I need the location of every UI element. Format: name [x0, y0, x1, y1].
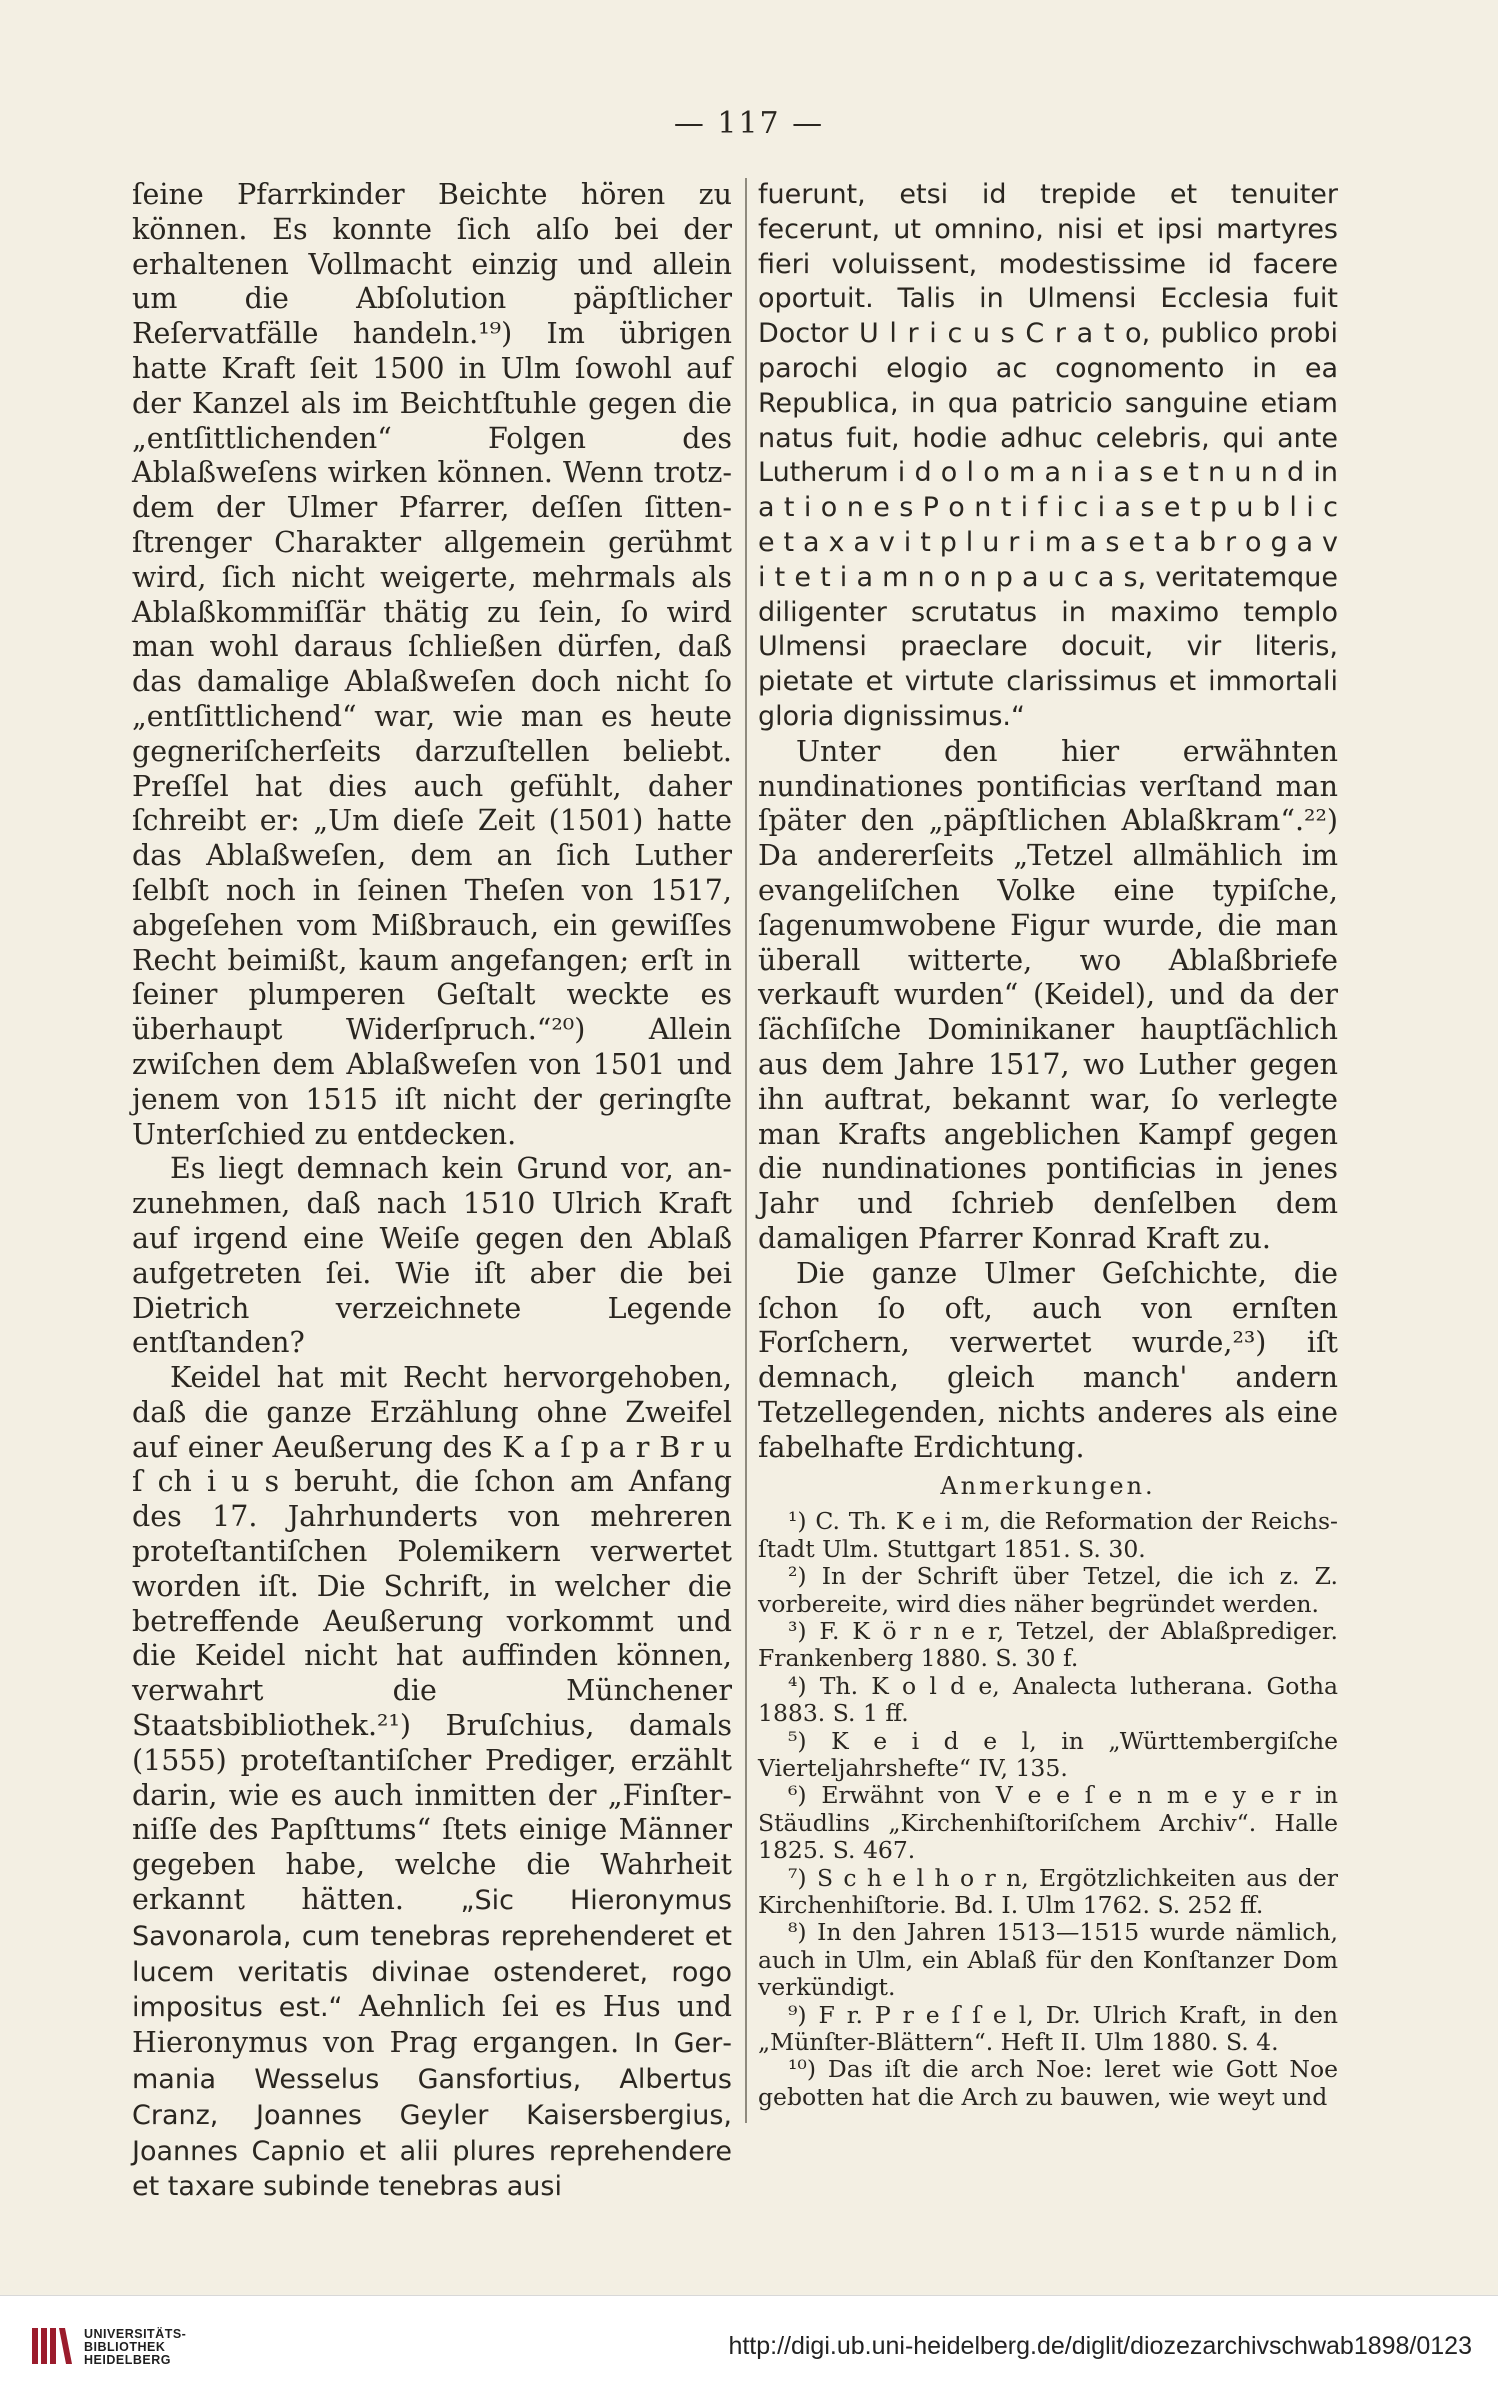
footnote: ⁶) Erwähnt von V e e ſ e n m e y e r in Stäudlins „Kirchenhiſtoriſchem Archiv“. Halle 1825. S. 467.: [758, 1781, 1338, 1865]
paragraph-text: Keidel hat mit Recht hervorgehoben, daß die ganze Erzählung ohne Zweifel auf einer Aeußerung des K a ſ p a r B r u ſ ch i u s beruht, die ſchon am Anfang des 17. Jahrhunderts von mehreren proteſtantiſchen Polemikern verwertet worden iſt. Die Schrift, in welcher die betreffende Aeußerung vorkommt und die Keidel nicht hat auffinden können, verwahrt die Münchener Staatsbibliothek.²¹) Bruſchius, damals (1555) proteſtantiſcher Prediger, erzählt darin, wie es auch inmitten der „Finſterniſſe des Papſttums“ ſtets einige Männer gegeben habe, welche die Wahrheit erkannt hätten.: [132, 1361, 732, 1917]
library-name-line: BIBLIOTHEK: [84, 2340, 166, 2354]
source-url-link[interactable]: http://digi.ub.uni-heidelberg.de/diglit/diozezarchivschwab1898/0123: [728, 2332, 1472, 2360]
column-divider: [745, 178, 747, 2123]
university-library-logo-icon: [30, 2324, 74, 2368]
paragraph: Unter den hier erwähnten nundinationes pontificias verſtand man ſpäter den „päpſtlichen Ablaßkram“.²²) Da andererſeits „Tetzel allmählich im evangeliſchen Volke eine typiſche, ſagenumwobene Figur wurde, die man überall witterte, wo Ablaßbriefe verkauft wurden“ (Keidel), und da der ſächſiſche Dominikaner hauptſächlich aus dem Jahre 1517, wo Luther gegen ihn auftrat, bekannt war, ſo verlegte man Krafts angeblichen Kampf gegen die nundinationes pontificias in jenes Jahr und ſchrieb denſelben dem damaligen Pfarrer Konrad Kraft zu.: [758, 734, 1338, 1255]
latin-quote: „Sic Hieronymus Savonarola, cum tenebras reprehenderet et lucem veritatis divinae ostenderet, rogo impositus est.“: [132, 1885, 733, 2024]
library-name-line: HEIDELBERG: [84, 2353, 171, 2367]
footnote: ²) In der Schrift über Tetzel, die ich z. Z. vorbereite, wird dies näher begründet werden.: [758, 1562, 1338, 1618]
library-footer: [0, 2295, 1498, 2401]
paragraph-text: Aehnlich ſei es Hus und Hieronymus von Prag ergangen.: [132, 1990, 732, 2060]
footnote: ³) F. K ö r n e r, Tetzel, der Ablaßprediger. Frankenberg 1880. S. 30 f.: [758, 1616, 1338, 1673]
right-column: [758, 178, 1338, 2111]
footnote: ⁸) In den Jahren 1513—1515 wurde nämlich, auch in Ulm, ein Ablaß für den Konſtanzer Dom verkündigt.: [758, 1918, 1338, 2002]
footnote: ⁹) F r. P r e ſ ſ e l, Dr. Ulrich Kraft, in den „Münſter-Blättern“. Heft II. Ulm 1880. S. 4.: [758, 2000, 1338, 2056]
footnote: ¹⁰) Das iſt die arch Noe: leret wie Gott Noe gebotten hat die Arch zu bauwen, wie weyt und: [758, 2055, 1338, 2111]
page-number: — 117 —: [673, 106, 825, 141]
footnote: ⁵) K e i d e l, in „Württembergiſche Vierteljahrshefte“ IV, 135.: [758, 1726, 1338, 1782]
footnote: ¹) C. Th. K e i m, die Reformation der Reichsſtadt Ulm. Stuttgart 1851. S. 30.: [758, 1507, 1338, 1563]
paragraph: Es liegt demnach kein Grund vor, anzunehmen, daß nach 1510 Ulrich Kraft auf irgend eine Weiſe gegen den Ablaß aufgetreten ſei. Wie iſt aber die bei Dietrich verzeichnete Legende entſtanden?: [132, 1152, 732, 1360]
library-name-line: UNIVERSITÄTS-: [84, 2327, 187, 2341]
paragraph: ſeine Pfarrkinder Beichte hören zu können. Es konnte ſich alſo bei der erhaltenen Vollmacht einzig und allein um die Abſolution päpſtlicher Reſervatfälle handeln.¹⁹) Im übrigen hatte Kraft ſeit 1500 in Ulm ſowohl auf der Kanzel als im Beichtſtuhle gegen die „entſittlichenden“ Folgen des Ablaßweſens wirken können. Wenn trotzdem der Ulmer Pfarrer, deſſen ſittenſtrenger Charakter allgemein gerühmt wird, ſich nicht weigerte, mehrmals als Ablaßkommiſſär thätig zu ſein, ſo wird man wohl daraus ſchließen dürfen, daß das damalige Ablaßweſen doch nicht ſo „entſittlichend“ war, wie man es heute gegneriſcherſeits darzuſtellen beliebt. Preſſel hat dies auch gefühlt, daher ſchreibt er: „Um dieſe Zeit (1501) hatte das Ablaßweſen, dem an ſich Luther ſelbſt noch in ſeinen Theſen von 1517, abgeſehen vom Mißbrauch, ein gewiſſes Recht beimißt, kaum angefangen; erſt in ſeiner plumperen Geſtalt weckte es überhaupt Widerſpruch.“²⁰) Allein zwiſchen dem Ablaßweſen von 1501 und jenem von 1515 iſt nicht der geringſte Unterſchied zu entdecken.: [132, 178, 732, 1151]
paragraph: [132, 1361, 732, 2205]
notes-heading: Anmerkungen.: [940, 1472, 1156, 1501]
latin-quote: In Germania Wesselus Gansfortius, Albertus Cranz, Joannes Geyler Kaisersbergius, Joannes Capnio et alii plures reprehendere et taxare subinde tenebras ausi: [132, 2028, 732, 2203]
footnote: ⁷) S c h e l h o r n, Ergötzlichkeiten aus der Kirchenhiſtorie. Bd. I. Ulm 1762. S. 252 ff.: [758, 1863, 1338, 1919]
footnote: ⁴) Th. K o l d e, Analecta lutherana. Gotha 1883. S. 1 ff.: [758, 1671, 1338, 1728]
paragraph: Die ganze Ulmer Geſchichte, die ſchon ſo oft, auch von ernſten Forſchern, verwertet wurde,²³) iſt demnach, gleich manch' andern Tetzellegenden, nichts anderes als eine fabelhafte Erdichtung.: [758, 1256, 1338, 1464]
latin-continuation: fuerunt, etsi id trepide et tenuiter fecerunt, ut omnino, nisi et ipsi martyres fieri voluissent, modestissime id facere oportuit. Talis in Ulmensi Ecclesia fuit Doctor U l r i c u s C r a t o, publico probi parochi elogio ac cognomento in ea Republica, in qua patricio sanguine etiam natus fuit, hodie adhuc celebris, qui ante Lutherum i d o l o m a n i a s e t n u n d in a t i o n e s P o n t i f i c i a s e t p u b l i c e t a x a v i t p l u r i m a s e t a b r o g a v i t e t i a m n o n p a u c a s, veritatemque diligenter scrutatus in maximo templo Ulmensi praeclare docuit, vir literis, pietate et virtute clarissimus et immortali gloria dignissimus.“: [758, 179, 1338, 732]
library-name: [84, 2328, 186, 2367]
left-column: [132, 178, 732, 2205]
